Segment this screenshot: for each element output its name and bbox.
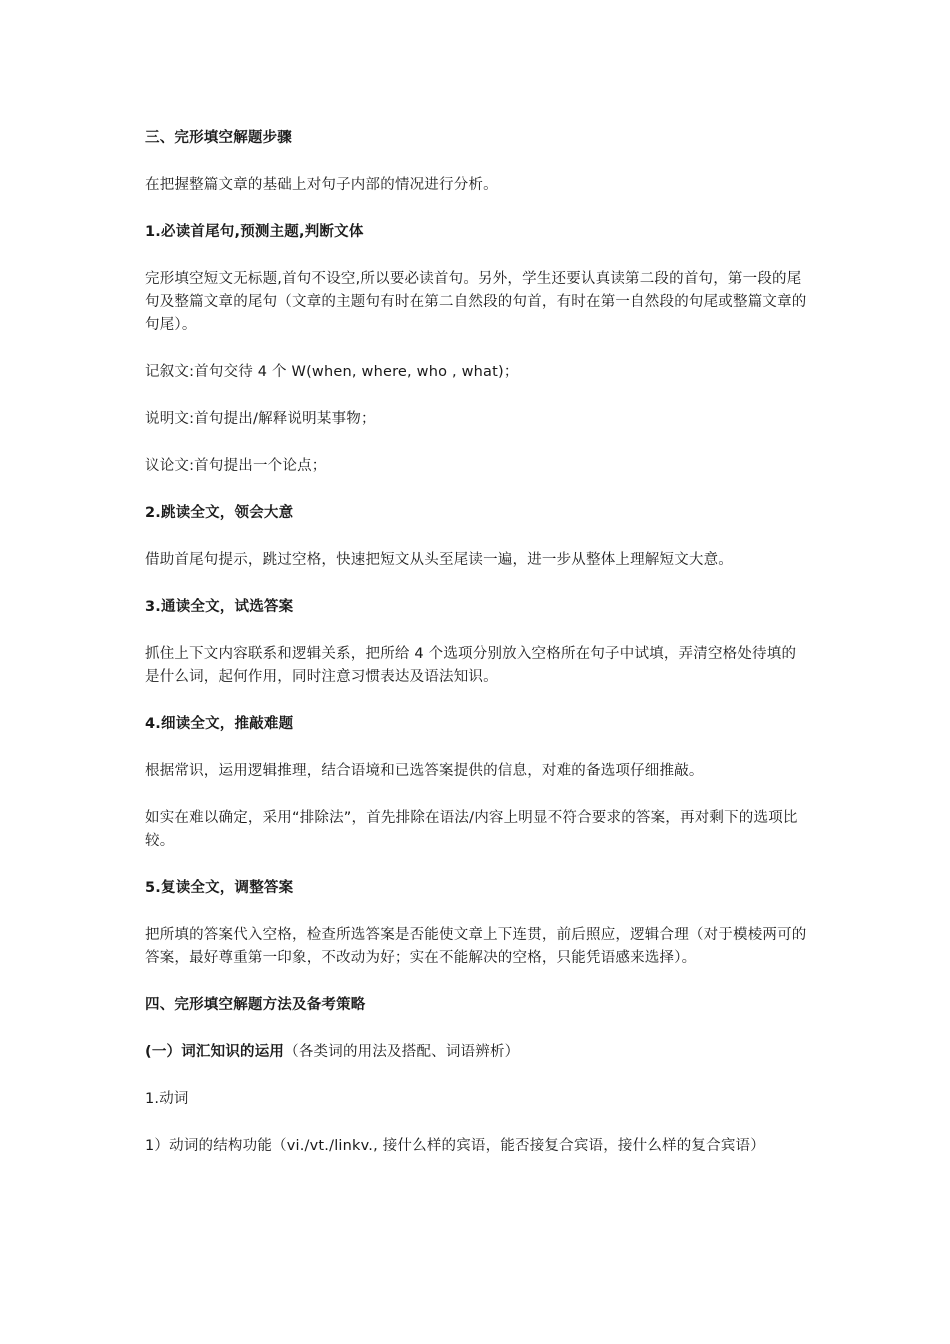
step-4-body-1: 根据常识，运用逻辑推理，结合语境和已选答案提供的信息，对难的备选项仔细推敲。 [145, 763, 704, 779]
part-1-heading [145, 1041, 810, 1064]
part-1-title: (一）词汇知识的运用 [145, 1044, 285, 1060]
step-3-title: 3.通读全文，试选答案 [145, 599, 294, 615]
step-5-body: 把所填的答案代入空格，检查所选答案是否能使文章上下连贯，前后照应，逻辑合理（对于模棱两可的答案，最好尊重第一印象，不改动为好；实在不能解决的空格，只能凭语感来选择）。 [145, 927, 807, 966]
step-2-title: 2.跳读全文，领会大意 [145, 505, 294, 521]
step-3-body: 抓住上下文内容联系和逻辑关系，把所给 4 个选项分别放入空格所在句子中试填，弄清空格处待填的是什么词，起何作用，同时注意习惯表达及语法知识。 [145, 646, 797, 685]
step-4-title: 4.细读全文，推敲难题 [145, 716, 294, 732]
intro-paragraph: 在把握整篇文章的基础上对句子内部的情况进行分析。 [145, 177, 498, 193]
expository-note: 说明文:首句提出/解释说明某事物； [145, 411, 376, 427]
step-1-title: 1.必读首尾句,预测主题,判断文体 [145, 224, 364, 240]
section-3-title: 三、完形填空解题步骤 [145, 130, 292, 146]
argumentative-note: 议论文:首句提出一个论点； [145, 458, 327, 474]
step-5-title: 5.复读全文，调整答案 [145, 880, 294, 896]
step-1-body: 完形填空短文无标题,首句不设空,所以要必读首句。另外，学生还要认真读第二段的首句，第一段的尾句及整篇文章的尾句（文章的主题句有时在第二自然段的句首，有时在第一自然段的句尾或整篇文章的句尾）。 [145, 271, 807, 333]
step-4-body-2: 如实在难以确定，采用“排除法”，首先排除在语法/内容上明显不符合要求的答案，再对剩下的选项比较。 [145, 810, 798, 849]
verb-title: 1.动词 [145, 1091, 189, 1107]
verb-item-1: 1）动词的结构功能（vi./vt./linkv., 接什么样的宾语，能否接复合宾语，接什么样的复合宾语） [145, 1138, 765, 1154]
narrative-note: 记叙文:首句交待 4 个 W(when, where, who , what)； [145, 364, 519, 380]
section-4-title: 四、完形填空解题方法及备考策略 [145, 997, 366, 1013]
document-body [145, 127, 810, 1158]
step-2-body: 借助首尾句提示，跳过空格，快速把短文从头至尾读一遍，进一步从整体上理解短文大意。 [145, 552, 733, 568]
part-1-suffix: （各类词的用法及搭配、词语辨析） [284, 1044, 520, 1060]
